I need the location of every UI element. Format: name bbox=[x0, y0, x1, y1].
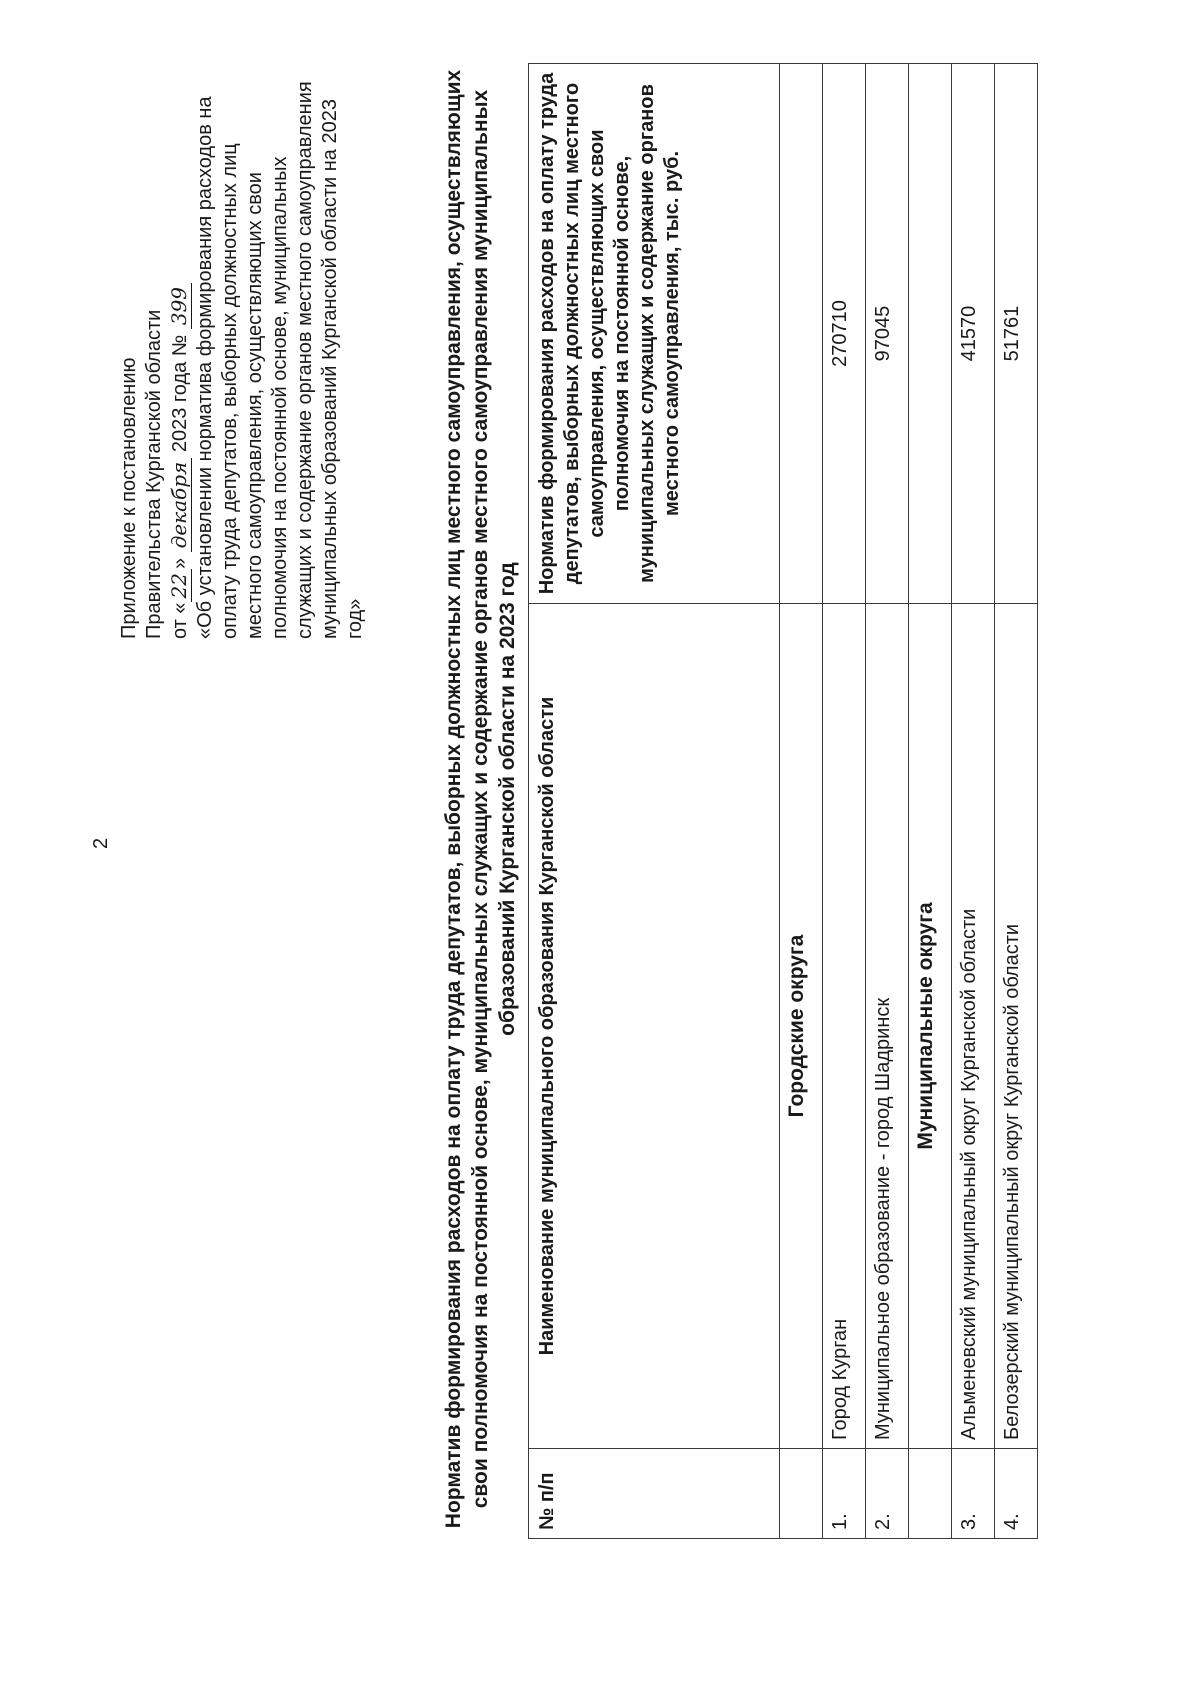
row-value: 51761 bbox=[995, 64, 1038, 604]
table-row bbox=[866, 64, 909, 1539]
row-num: 3. bbox=[952, 1449, 995, 1539]
header-name: Наименование муниципального образования Курганской области bbox=[529, 604, 780, 1449]
table-header-row bbox=[529, 64, 780, 1539]
row-num: 4. bbox=[995, 1449, 1038, 1539]
norms-table bbox=[528, 63, 1038, 1539]
table-row bbox=[952, 64, 995, 1539]
section-blank-cell bbox=[780, 64, 823, 604]
doc-number-handwritten: 399 bbox=[167, 283, 192, 329]
appendix-line-1: Приложение к постановлению bbox=[118, 357, 140, 639]
date-day-handwritten: 22 bbox=[167, 569, 192, 602]
section-title-urban: Городские округа bbox=[780, 604, 823, 1449]
row-name: Альменевский муниципальный округ Курганской области bbox=[952, 604, 995, 1449]
row-num: 2. bbox=[866, 1449, 909, 1539]
row-value: 41570 bbox=[952, 64, 995, 604]
date-month-handwritten: декабря bbox=[167, 458, 192, 553]
row-name: Муниципальное образование - город Шадринск bbox=[866, 604, 909, 1449]
row-name: Белозерский муниципальный округ Курганской области bbox=[995, 604, 1038, 1449]
section-blank-cell bbox=[909, 64, 952, 604]
section-row-urban bbox=[780, 64, 823, 1539]
row-name: Город Курган bbox=[823, 604, 866, 1449]
appendix-block bbox=[117, 79, 368, 639]
header-value: Норматив формирования расходов на оплату труда депутатов, выборных должностных лиц местного самоуправления, осуществляющих свои полномочия на постоянной основе, муниципальных служащих и содержание органов местного самоуправления, тыс. руб. bbox=[529, 64, 780, 604]
date-year: 2023 года № bbox=[169, 334, 191, 453]
row-value: 270710 bbox=[823, 64, 866, 604]
appendix-title: «Об установлении норматива формирования расходов на оплату труда депутатов, выборных должностных лиц местного самоуправления, осуществляющих свои полномочия на постоянной основе, муниципальных служащих и содержание органов местного самоуправления муниципальных образований Курганской области на 2023 год» bbox=[194, 81, 366, 639]
row-value: 97045 bbox=[866, 64, 909, 604]
section-row-municipal bbox=[909, 64, 952, 1539]
section-title-municipal: Муниципальные округа bbox=[909, 604, 952, 1449]
header-num: № п/п bbox=[529, 1449, 780, 1539]
date-separator: » bbox=[169, 557, 191, 570]
row-num: 1. bbox=[823, 1449, 866, 1539]
table-row bbox=[995, 64, 1038, 1539]
page-number: 2 bbox=[90, 837, 112, 849]
document-title: Норматив формирования расходов на оплату труда депутатов, выборных должностных лиц местного самоуправления, осуществляющих свои полномочия на постоянной основе, муниципальных служащих и содержание органов местного самоуправления муниципальных образований Курганской области на 2023 год bbox=[442, 69, 519, 1529]
section-blank-cell bbox=[909, 1449, 952, 1539]
appendix-line-2: Правительства Курганской области bbox=[143, 309, 165, 639]
table-row bbox=[823, 64, 866, 1539]
appendix-date-line bbox=[167, 79, 193, 639]
date-prefix: от « bbox=[169, 602, 191, 639]
section-blank-cell bbox=[780, 1449, 823, 1539]
